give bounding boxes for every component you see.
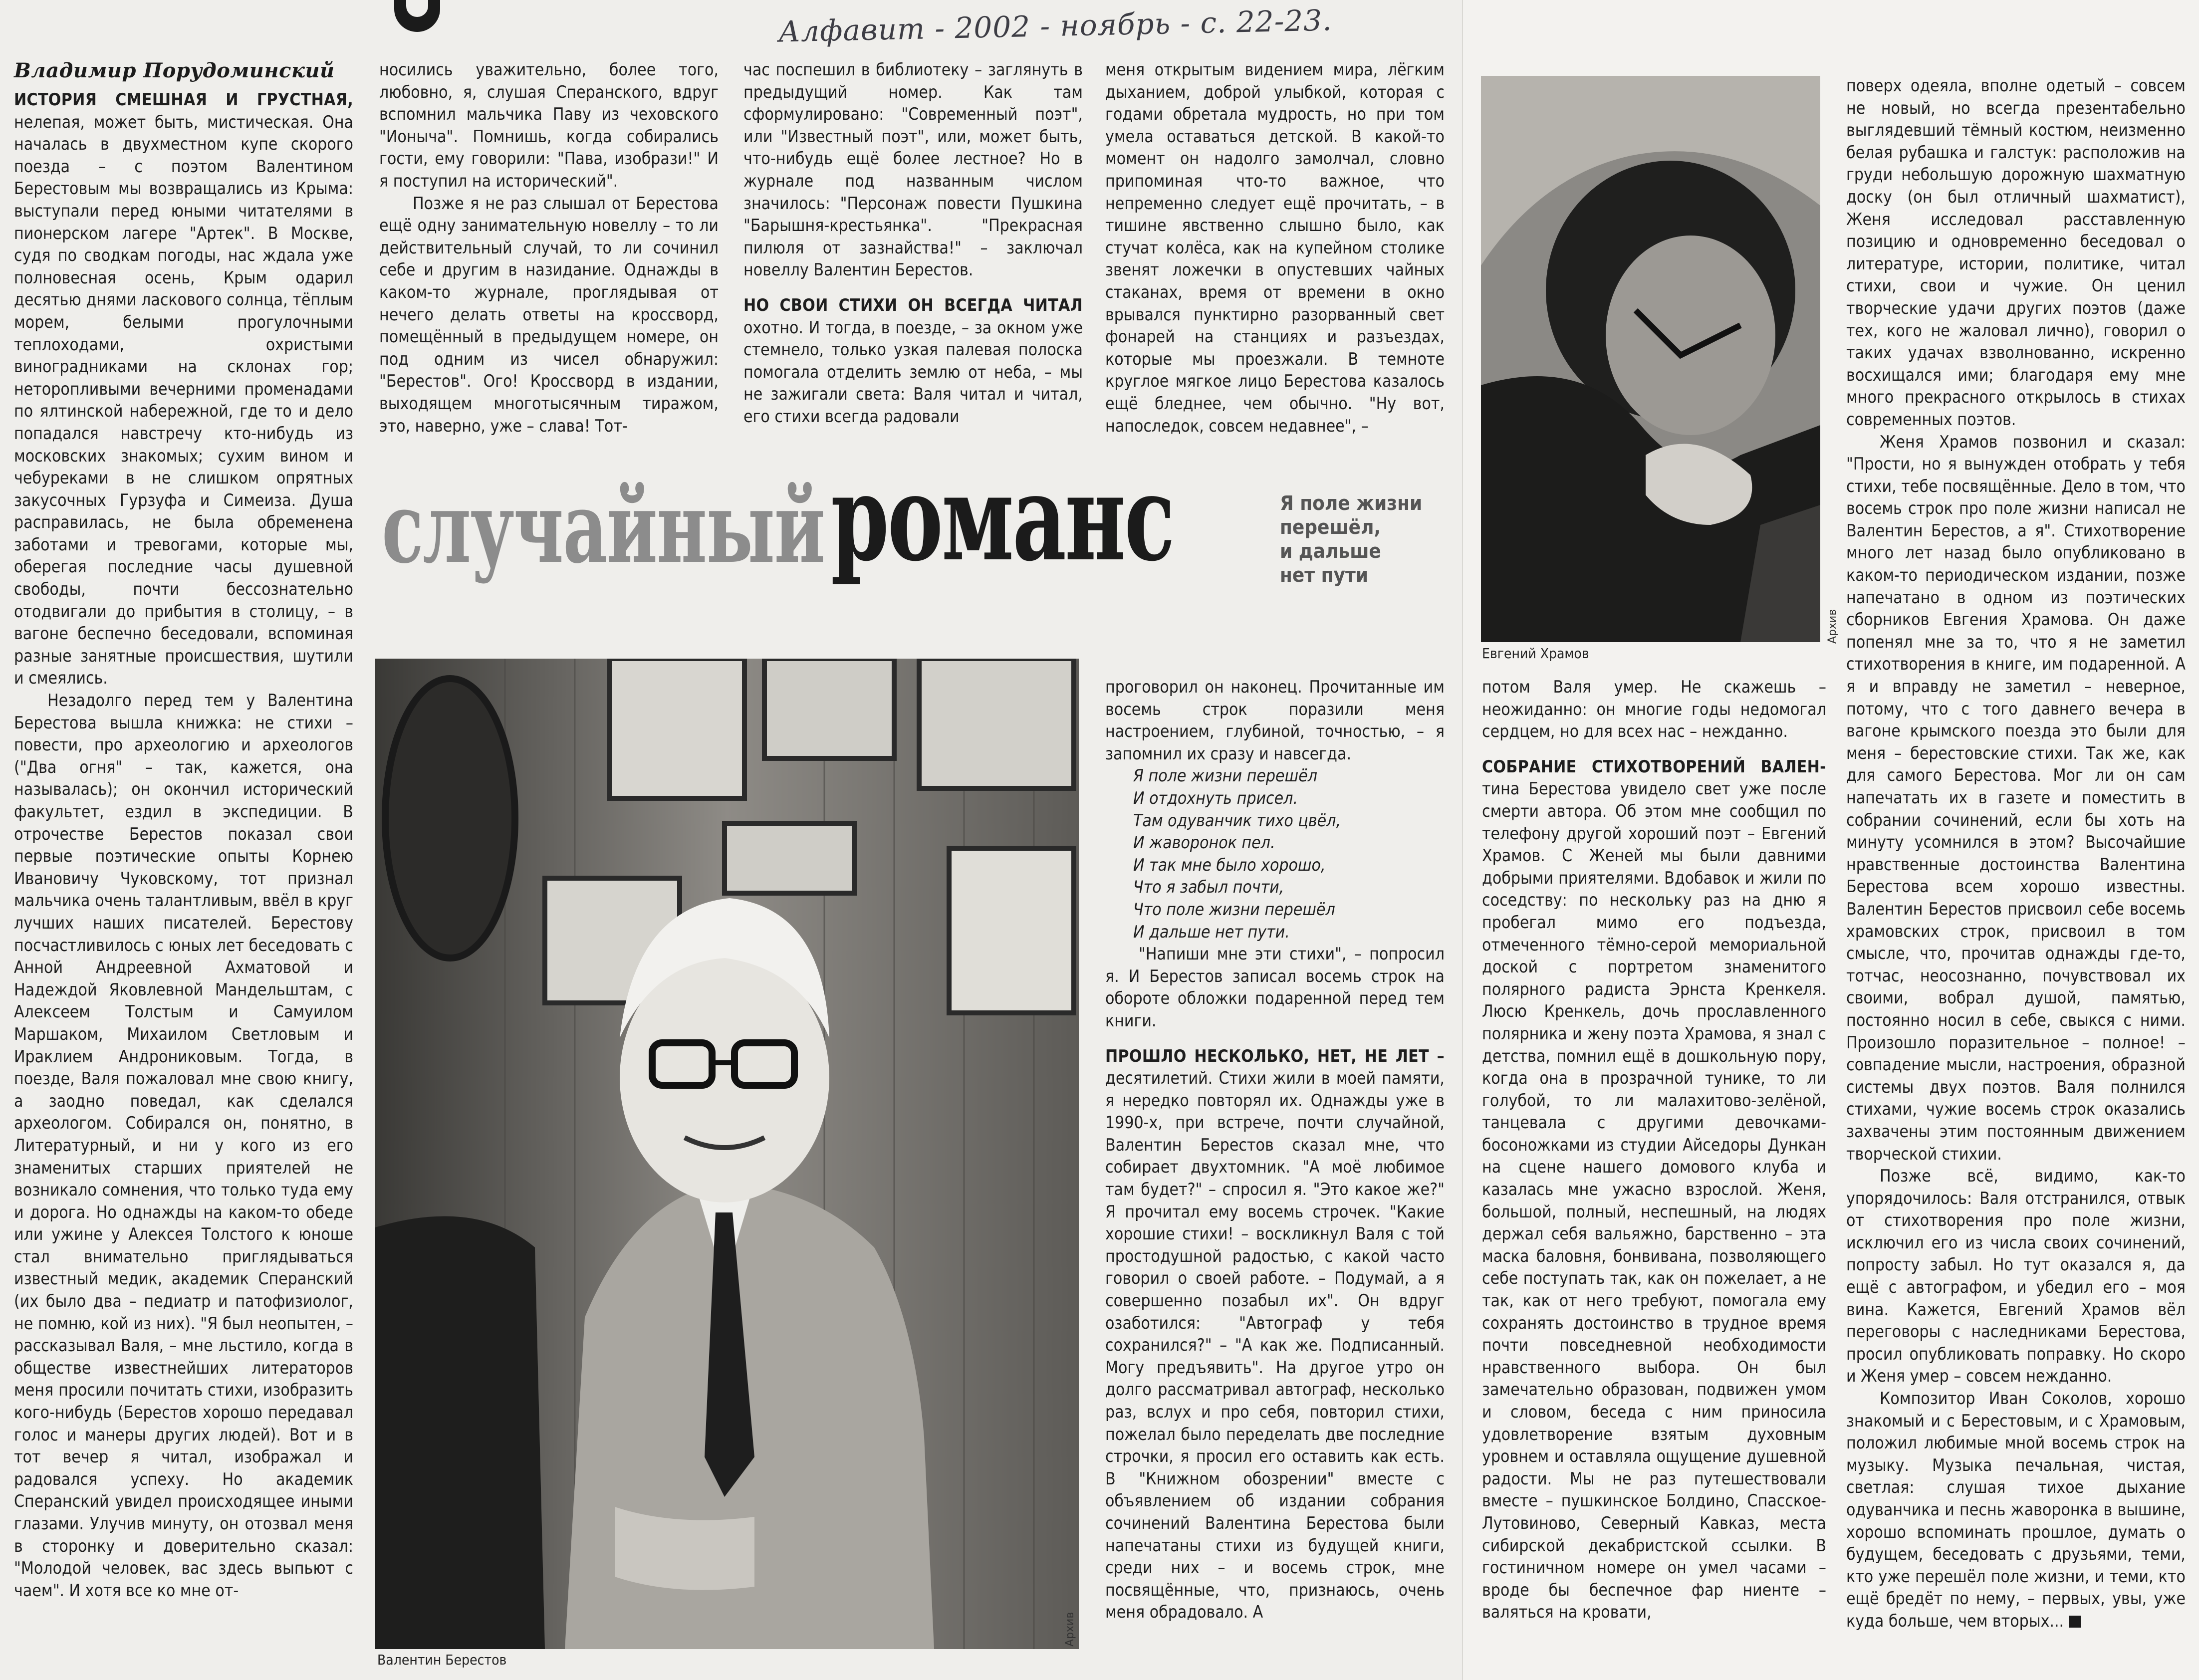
headline-part-2: романс	[831, 449, 1174, 588]
end-of-article-icon	[2069, 1616, 2081, 1628]
column-6	[1482, 676, 1826, 1624]
paragraph-text: охотно. И тогда, в поезде, – за окном уже стемнело, только узкая палевая полоска помогала отделить землю от неба, – мы не зажигали света: Валя читал и читал, его стихи всегда радовали	[743, 317, 1083, 426]
column-5	[1105, 676, 1445, 1624]
poem-line: И отдохнуть присел.	[1133, 788, 1298, 808]
poem-line: Я поле жизни перешёл	[1133, 766, 1318, 786]
epigraph-line: Я поле жизни	[1280, 492, 1423, 515]
paragraph: потом Валя умер. Не скажешь – неожиданно: он многие годы недомогал сердцем, но для всех нас – нежданно.	[1482, 677, 1826, 741]
paragraph	[14, 89, 353, 690]
paragraph: поверх одеяла, вполне одетый – совсем не новый, но всегда презентабельно выглядевший тёмный костюм, неизменно белая рубашка и галстук: расположив на груди небольшую дорожную шахматную доску (он был отличный шахматист), Женя исследовал расставленную позицию и одновременно беседовал о литературе, истории, политике, читал стихи, свои и чужие. Он ценил творческие удачи других поэтов (даже тех, кого не жаловал лично), говорил о таких удачах взволнованно, искренно восхищался ими; благодаря ему мне много прекрасного открылось в стихах современных поэтов.	[1846, 76, 2186, 429]
epigraph-line: перешёл,	[1280, 516, 1381, 539]
paragraph	[1105, 1045, 1445, 1624]
paragraph: Незадолго перед тем у Валентина Берестова вышла книжка: не стихи – повести, про археологию и археологов ("Два огня" – так, кажется, она называлась); он окончил исторический факультет, ездил в экспедиции. В отрочестве Берестов показал свои первые поэтические опыты Корнею Ивановичу Чуковскому, тот признал мальчика очень талантливым, ввёл в круг лучших наших писателей. Берестову посчастливилось с юных лет беседовать с Анной Андреевной Ахматовой и Надеждой Яковлевной Мандельштам, с Алексеем Толстым и Самуилом Маршаком, Михаилом Светловым и Ираклием Андрониковым. Тогда, в поезде, Валя пожаловал мне свою книгу, а заодно поведал, как сделался археологом. Собирался он, понятно, в Литературный, и ни у кого из его знаменитых старших приятелей не возникало сомнения, что только туда ему и дорога. Но однажды на каком-то обеде или ужине у Алексея Толстого к юноше стал внимательно приглядываться известный медик, академик Сперанский (их было два – педиатр и патофизиолог, не помню, кой из них). "Я был неопытен, – рассказывал Валя, – мне льстило, когда в обществе известнейших литераторов меня просили почитать стихи, изобразить кого-нибудь (Берестов хорошо передавал голос и манеры других людей). Вот и в тот вечер я читал, изображал и радовался успеху. Но академик Сперанский увидел происходящее иными глазами. Улучив минуту, он отозвал меня в сторонку и доверительно сказал: "Молодой человек, вас здесь выпьют с чаем". И хотя все ко мне от-	[14, 691, 353, 1600]
photo-illustration	[375, 659, 1079, 1649]
paragraph: Позже я не раз слышал от Берестова ещё одну занимательную новеллу – то ли действительный случай, то ли сочинил себе и другим в назидание. Однажды в каком-то журнале, проглядывая от нечего делать ответы на кроссворд, помещённый в предыдущем номере, он под одним из чисел обнаружил: "Берестов". Ого! Кроссворд в издании, выходящем многотысячным тиражом, это, наверно, уже – слава! Тот-	[379, 193, 719, 436]
headline-part-1: случайный	[382, 471, 825, 585]
poem-line: И дальше нет пути.	[1133, 922, 1290, 942]
paragraph-text: тина Берестова увидело свет уже после смерти автора. Об этом мне сообщил по телефону другой хороший поэт – Евгений Храмов. С Женей мы были давними добрыми приятелями. Вдобавок и жили по соседству: по нескольку раз на дню я пробегал мимо его подъезда, отмеченного тёмно-серой мемориальной доской с портретом знаменитого полярного радиста Эрнста Кренкеля. Люсю Кренкель, дочь прославленного полярника и жену поэта Храмова, я знал с детства, помнил ещё в дошкольную пору, когда она в прозрачной тунике, то ли голубой, то ли малахитово-зелёной, танцевала с другими девочками-босоножками из студии Айседоры Дункан на сцене нашего домового клуба и казалась мне ужасно взрослой. Женя, большой, полный, неспешный, на людях держал себя вальяжно, барственно – эта маска баловня, бонвивана, позволяющего себе поступать так, как он пожелает, а не так, как от него требуют, помогала ему сохранять достоинство в трудное время почти повседневной необходимости нравственного выбора. Он был замечательно образован, подвижен умом и словом, беседа с ним приносила удовлетворение взятым духовным уровнем и оставляла ощущение душевной радости. Мы не раз путешествовали вместе – пушкинское Болдино, Спасское-Лутовиново, Северный Кавказ, места сибирской декабристской ссылки. В гостиничном номере он умел часами – вроде бы беспечное фар ниенте – валяться на кровати,	[1482, 779, 1826, 1622]
photo-evgeny-khramov	[1481, 76, 1820, 642]
paragraph: меня открытым видением мира, лёгким дыханием, доброй улыбкой, которая с годами обретала мудрость, но при том умела оставаться детской. В какой-то момент он надолго замолчал, словно припоминая что-то важное, что непременно следует ещё прочитать, – в тишине явственно слышно было, как стучат колёса, как на купейном столике звенят ложечки в опустевших чайных стаканах, время от времени в окно врывался пунктирно разорванный свет фонарей на станциях и разъездах, которые мы проезжали. В темноте круглое мягкое лицо Берестова казалось ещё бледнее, чем обычно. "Ну вот, напоследок, совсем недавнее", –	[1105, 60, 1445, 436]
poem-line: Что я забыл почти,	[1133, 877, 1284, 897]
column-3	[743, 59, 1083, 428]
paragraph: час поспешил в библиотеку – заглянуть в предыдущий номер. Как там сформулировано: "Современный поэт", или "Известный поэт", или, может быть, что-нибудь ещё более лестное? Но в журнале под названным числом значилось: "Персонаж повести Пушкина "Барышня-крестьянка". "Прекрасная пилюля от зазнайства!" – заключал новеллу Валентин Берестов.	[743, 60, 1083, 280]
paragraph: "Напиши мне эти стихи", – попросил я. И Берестов записал восемь строк на обороте обложки подаренной перед тем книги.	[1105, 944, 1445, 1030]
paragraph-text: десятилетий. Стихи жили в моей памяти, я нередко повторял их. Однажды уже в 1990-х, при встрече, почти случайной, Валентин Берестов сказал мне, что собирает двухтомник. "А моё любимое там будет?" – спросил я. "Это какое же?" Я прочитал ему восемь строчек. "Какие хорошие стихи! – воскликнул Валя с той простодушной радостью, с какой часто говорил о своей работе. – Подумай, а я совершенно позабыл их". Он вдруг озаботился: "Автограф у тебя сохранился?" – "А как же. Подписанный. Могу предъявить". На другое утро он долго рассматривал автограф, несколько раз, вслух и про себя, повторил стихи, пожелал было переделать две последние строчки, я просил его оставить как есть. В "Книжном обозрении" вместе с объявлением об издании собрания сочинений Валентина Берестова были напечатаны стихи из будущей книги, среди них – и восемь строк, мне посвящённые, что, признаюсь, очень меня обрадовало. А	[1105, 1068, 1445, 1622]
lead-in: СОБРАНИЕ СТИХОТВОРЕНИЙ ВАЛЕН-	[1482, 756, 1826, 776]
paragraph	[1482, 756, 1826, 1624]
paragraph-text: Композитор Иван Соколов, хорошо знакомый и с Берестовым, и с Храмовым, положил любимые мной восемь строк на музыку. Музыка печальная, чистая, светлая: слушая тихое дыхание одуванчика и песнь жаворонка в вышине, хорошо вспоминать прошлое, думать о будущем, беседовать с друзьями, теми, кто уже перешёл поле жизни, и теми, кто ещё бредёт по нему, – первых, увы, уже куда больше, чем вторых...	[1846, 1389, 2186, 1631]
photo-illustration	[1481, 76, 1820, 642]
epigraph-line: нет пути	[1280, 564, 1369, 587]
lead-in: ПРОШЛО НЕСКОЛЬКО, НЕТ, НЕ ЛЕТ –	[1105, 1046, 1445, 1066]
lead-in: ИСТОРИЯ СМЕШНАЯ И ГРУСТНАЯ,	[14, 90, 353, 109]
paragraph: носились уважительно, более того, любовно, я, слушая Сперанского, вдруг вспомнил мальчика Паву из чеховского "Ионыча". Помнишь, когда собирались гости, ему говорили: "Пава, изобрази!" И я поступил на исторический".	[379, 60, 719, 191]
epigraph-line: и дальше	[1280, 540, 1381, 563]
poem-line: И так мне было хорошо,	[1133, 855, 1326, 875]
column-7	[1846, 75, 2186, 1633]
photo-credit: Архив	[1064, 1612, 1076, 1647]
photo-credit: Архив	[1826, 609, 1839, 644]
paragraph-text: нелепая, может быть, мистическая. Она началась в двухместном купе скорого поезда – с поэтом Валентином Берестовым мы возвращались из Крыма: выступали перед юными читателями в пионерском лагере "Артек". В Москве, судя по сводкам погоды, нас ждала уже полновесная осень, Крым одарил десятью днями ласкового солнца, тёплым морем, белыми прогулочными теплоходами, охристыми виноградниками на склонах гор; неторопливыми вечерними променадами по ялтинской набережной, где то и дело попадался навстречу кто-нибудь из московских знакомых; сухим вином и чебуреками в не слишком опрятных закусочных Гурзуфа и Симеиза. Душа расправилась, не была обременена заботами и тревогами, которые мы, оберегая последние часы душевной свободы, почти бессознательно отодвигали до прибытия в столицу, – в вагоне беспечно беседовали, вспоминая разные занятные происшествия, шутили и смеялись.	[14, 112, 353, 688]
column-4	[1105, 59, 1445, 437]
poem-line: Что поле жизни перешёл	[1133, 899, 1335, 919]
paragraph	[1846, 1388, 2186, 1633]
paragraph: проговорил он наконец. Прочитанные им восемь строк поразили меня настроением, глубиной, точностью, – я запомнил их сразу и навсегда.	[1105, 677, 1445, 763]
poem-line: И жаворонок пел.	[1133, 833, 1275, 853]
headline	[382, 449, 1174, 644]
handwritten-note: Алфавит - 2002 - ноябрь - с. 22-23.	[778, 3, 1333, 49]
column-2	[379, 59, 719, 437]
paragraph	[743, 294, 1083, 428]
article-author: Владимир Порудоминский	[14, 59, 335, 82]
poem-line: Там одуванчик тихо цвёл,	[1133, 810, 1341, 830]
poem	[1105, 765, 1445, 943]
epigraph	[1280, 491, 1450, 587]
photo-caption-khramov: Евгений Храмов	[1482, 645, 1589, 662]
photo-caption-berestov: Валентин Берестов	[377, 1652, 507, 1668]
column-1	[14, 89, 353, 1602]
photo-valentin-berestov	[375, 659, 1079, 1649]
paragraph: Позже всё, видимо, как-то упорядочилось: Валя отстранился, отвык от стихотворения про поле жизни, исключил его из числа своих сочинений, попросту забыл. Но тут оказался я, да ещё с автографом, и убедил его – моя вина. Кажется, Евгений Храмов вёл переговоры с наследниками Берестова, просил опубликовать поправку. Но скоро и Женя умер – совсем нежданно.	[1846, 1166, 2186, 1386]
paragraph: Женя Храмов позвонил и сказал: "Прости, но я вынужден отобрать у тебя стихи, тебе посвящённые. Дело в том, что восемь строк про поле жизни написал не Валентин Берестов, а я". Стихотворение много лет назад было опубликовано в каком-то периодическом издании, позже напечатано в одном из поэтических сборников Евгения Храмова. Он даже попенял мне за то, что я не заметил стихотворения в книге, им подаренной. А я и вправду не заметил – неверное, потому, что с того давнего вечера в вагоне крымского поезда это были для меня – берестовские стихи. Так же, как для самого Берестова. Мог ли он сам напечатать их в газете и поместить в собрании сочинений, если бы хоть на минуту усомнился в этом? Высочайшие нравственные достоинства Валентина Берестова всем хорошо известны. Валентин Берестов присвоил себе восемь храмовских строк, присвоил в том смысле, что, прочитав однажды где-то, тотчас, неосознанно, почувствовал их своими, вобрал душой, памятью, постоянно носил в себе, свыкся с ними. Произошло поразительное – полное! – совпадение мысли, настроения, образной системы двух поэтов. Валя полнился стихами, чужие восемь строк оказались захвачены этим постоянным движением творческой стихии.	[1846, 432, 2186, 1164]
lead-in: НО СВОИ СТИХИ ОН ВСЕГДА ЧИТАЛ	[743, 295, 1083, 315]
